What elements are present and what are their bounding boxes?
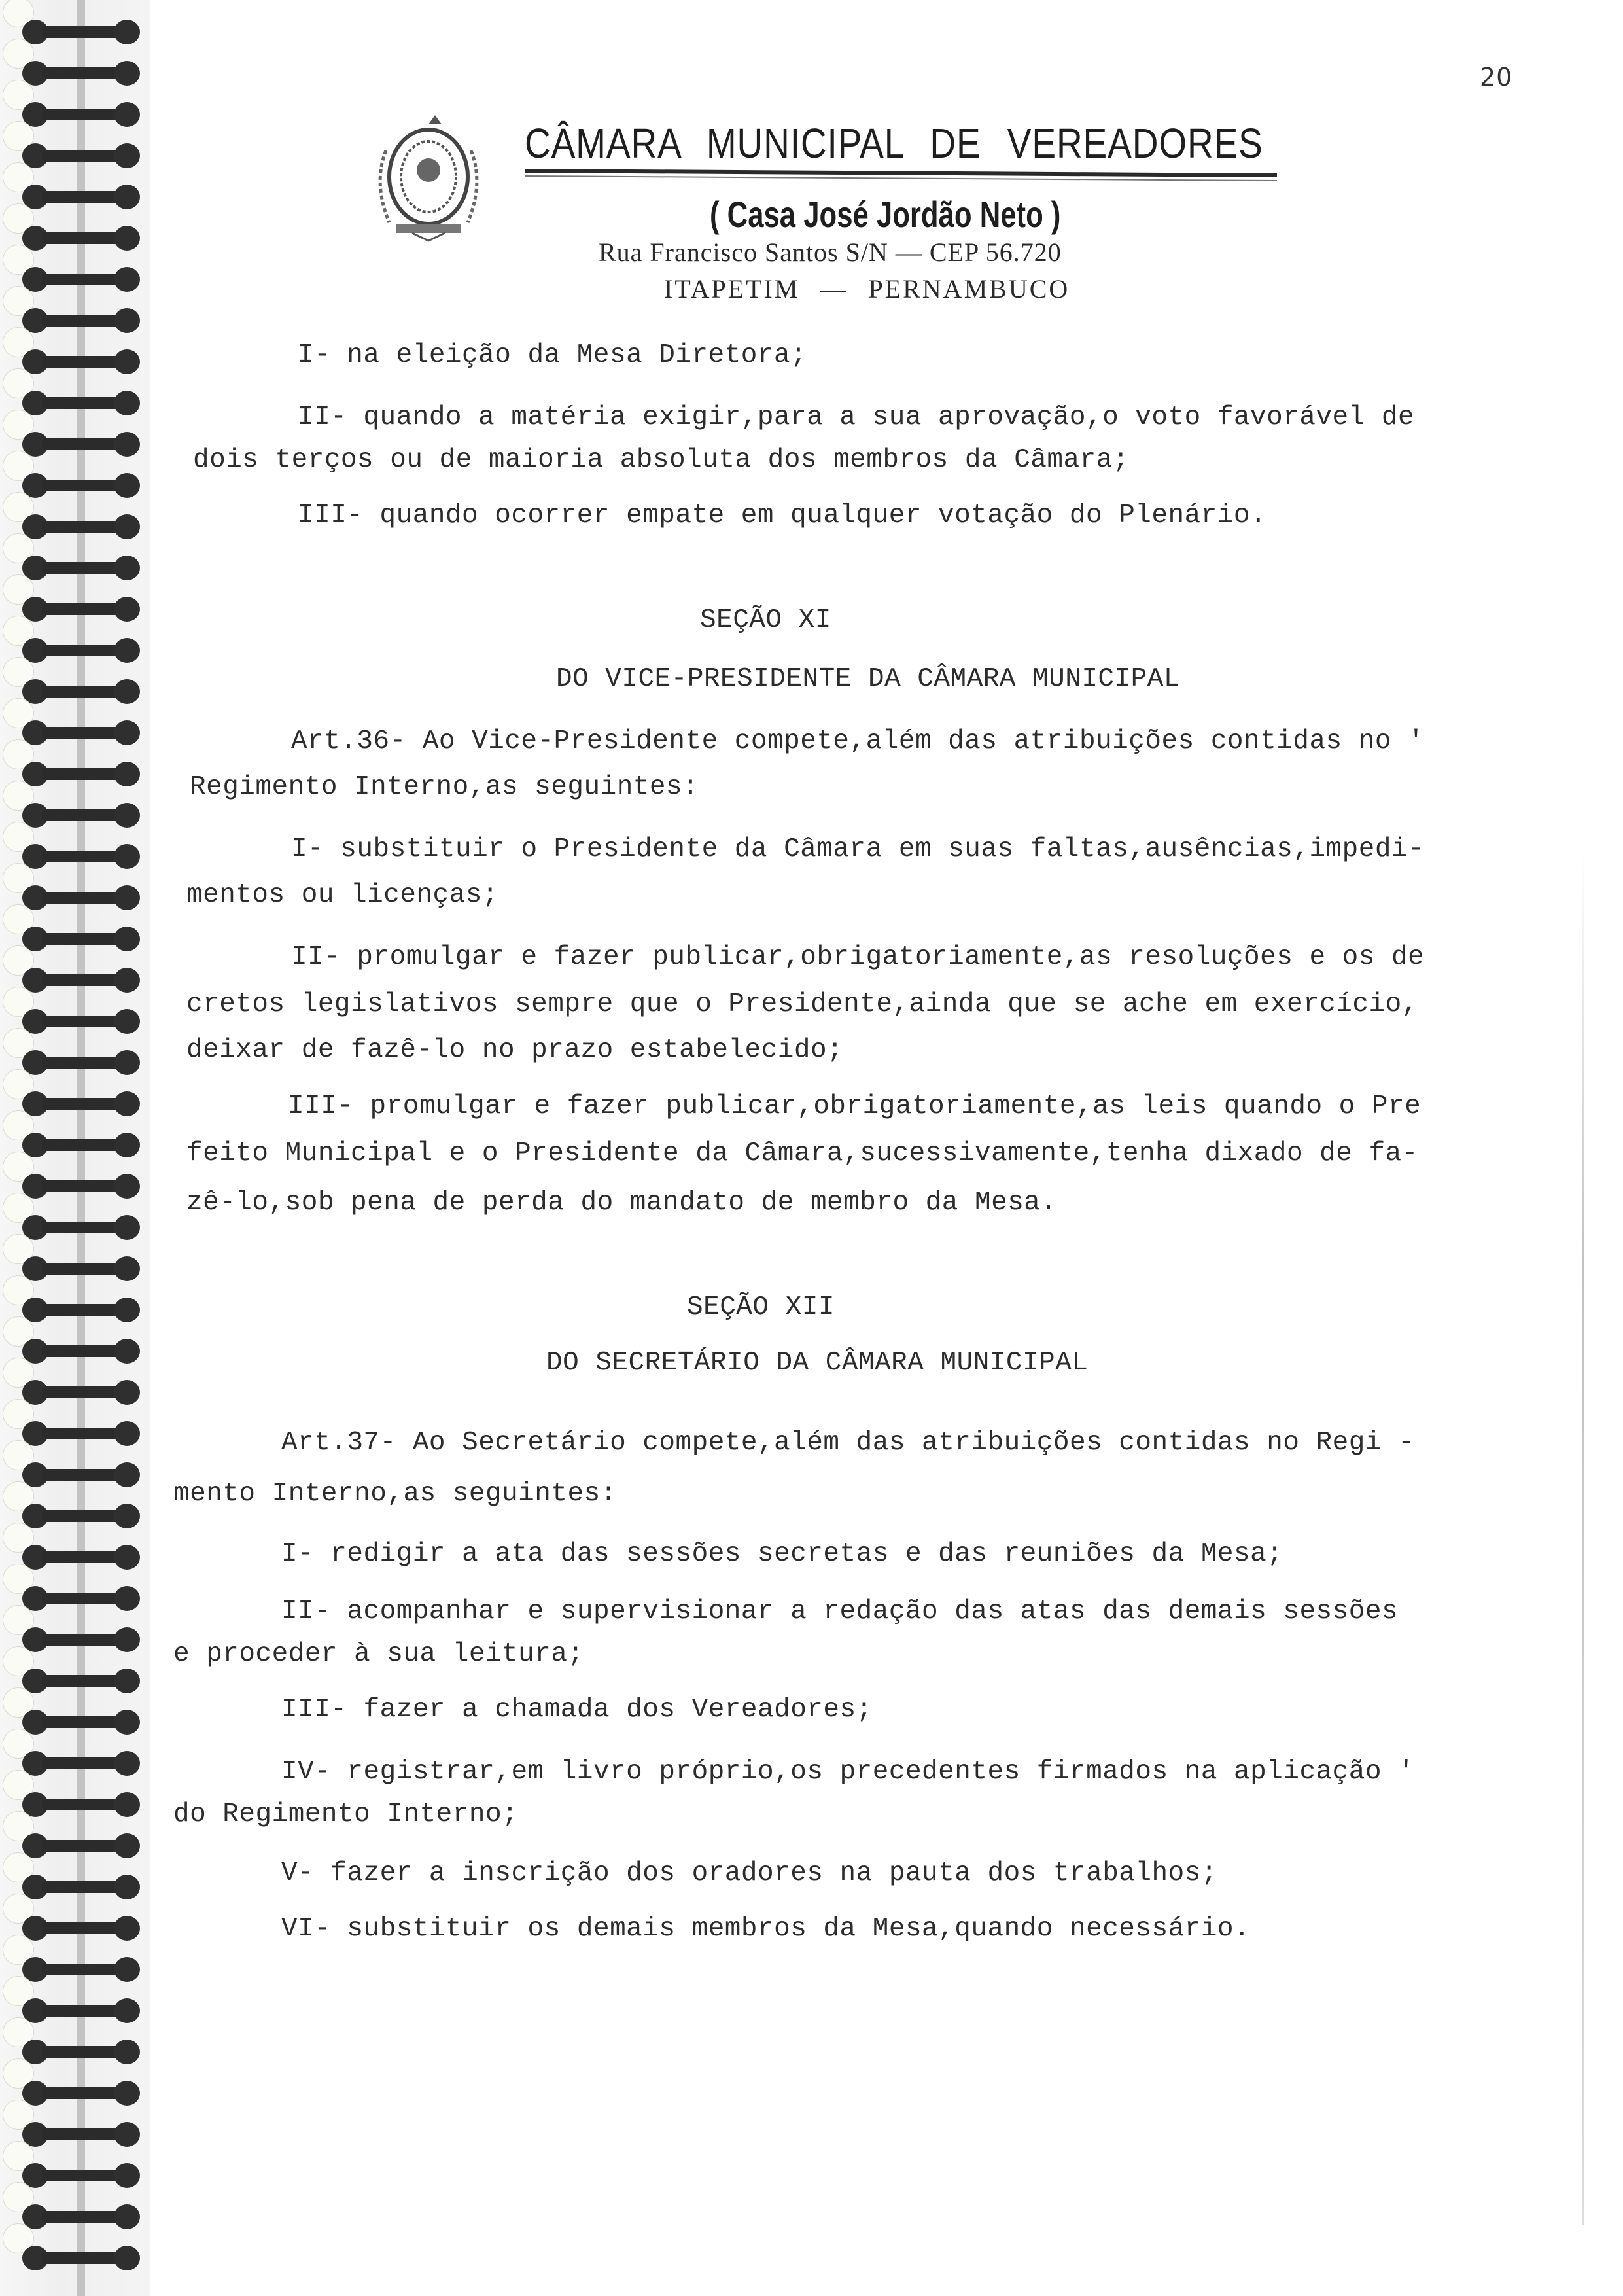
binding-coil <box>22 1875 140 1898</box>
binding-coil <box>22 2040 140 2063</box>
binding-coil <box>22 61 140 84</box>
binding-coil <box>22 1091 140 1115</box>
binding-coil <box>22 1833 140 1857</box>
binding-coil <box>22 473 140 497</box>
art36-item-3-line-1: III- promulgar e fazer publicar,obrigatoriamente,as leis quando o Pre <box>288 1091 1422 1122</box>
binding-coil <box>22 1916 140 1939</box>
binding-coil <box>22 1256 140 1280</box>
binding-coil <box>22 1215 140 1239</box>
binding-coil <box>22 2163 140 2187</box>
binding-coil <box>22 1174 140 1197</box>
binding-coil <box>22 349 140 373</box>
page-number: 20 <box>1480 63 1513 92</box>
binding-coil <box>22 2122 140 2146</box>
binding-coil <box>22 391 140 414</box>
art37-item-6: VI- substituir os demais membros da Mesa,quando necessário. <box>281 1914 1251 1944</box>
binding-coil <box>22 1751 140 1775</box>
binding-coil <box>22 1380 140 1404</box>
section-xii-heading: SEÇÃO XII <box>687 1292 835 1322</box>
intro-item-2: II- quando a matéria exigir,para a sua aprovação,o voto favorável de <box>298 402 1415 433</box>
binding-coil <box>22 1998 140 2022</box>
binding-coil <box>22 1627 140 1651</box>
binding-coil <box>22 432 140 455</box>
art36-item-1-line-1: I- substituir o Presidente da Câmara em suas faltas,ausências,impedi- <box>291 834 1425 864</box>
art37-item-3: III- fazer a chamada dos Vereadores; <box>281 1695 873 1725</box>
art37-item-5: V- fazer a inscrição dos oradores na pauta dos trabalhos; <box>281 1858 1217 1888</box>
binding-coil <box>22 102 140 126</box>
art37-item-4-line-2: do Regimento Interno; <box>173 1799 519 1829</box>
binding-coil <box>22 308 140 332</box>
letterhead-title: CÂMARA MUNICIPAL DE VEREADORES <box>525 120 1263 167</box>
binding-coil <box>22 1339 140 1362</box>
coat-of-arms-icon <box>366 111 491 242</box>
binding-coil <box>22 720 140 744</box>
binding-coil <box>22 803 140 826</box>
binding-coil <box>22 1421 140 1445</box>
article-36-line-2: Regimento Interno,as seguintes: <box>190 772 699 802</box>
letterhead <box>353 92 1295 304</box>
binding-coil <box>22 1462 140 1486</box>
letterhead-city: ITAPETIM — PERNAMBUCO <box>664 274 1070 304</box>
art37-item-2-line-1: II- acompanhar e supervisionar a redação das atas das demais sessões <box>281 1597 1399 1627</box>
binding-coil <box>22 226 140 249</box>
binding-coil <box>22 143 140 167</box>
binding-coil <box>22 679 140 703</box>
article-37-line-2: mento Interno,as seguintes: <box>173 1479 617 1509</box>
intro-item-1: I- na eleição da Mesa Diretora; <box>298 340 807 370</box>
binding-coil <box>22 1957 140 1981</box>
binding-coil <box>22 1792 140 1816</box>
art36-item-1-line-2: mentos ou licenças; <box>186 880 498 910</box>
letterhead-subtitle: ( Casa José Jordão Neto ) <box>710 194 1061 235</box>
binding-coil <box>22 2246 140 2269</box>
intro-item-3: III- quando ocorrer empate em qualquer votação do Plenário. <box>298 501 1267 531</box>
art36-item-2-line-1: II- promulgar e fazer publicar,obrigatoriamente,as resoluções e os de <box>291 942 1425 972</box>
binding-coil <box>22 1710 140 1733</box>
binding-coil <box>22 2204 140 2228</box>
binding-coil <box>22 267 140 291</box>
binding-coil <box>22 1009 140 1033</box>
art37-item-1: I- redigir a ata das sessões secretas e das reuniões da Mesa; <box>281 1539 1283 1569</box>
section-xi-heading: SEÇÃO XI <box>700 605 831 635</box>
binding-coil <box>22 844 140 868</box>
binding-coil <box>22 885 140 909</box>
binding-coil <box>22 968 140 991</box>
binding-coil <box>22 1298 140 1321</box>
art36-item-3-line-2: feito Municipal e o Presidente da Câmara,sucessivamente,tenha dixado de fa- <box>186 1139 1418 1169</box>
spiral-binding <box>0 0 150 2296</box>
binding-coil <box>22 20 140 43</box>
art37-item-2-line-2: e proceder à sua leitura; <box>173 1639 584 1669</box>
art36-item-2-line-2: cretos legislativos sempre que o Presidente,ainda que se ache em exercício, <box>186 989 1418 1019</box>
binding-coil <box>22 1504 140 1527</box>
section-xii-title: DO SECRETÁRIO DA CÂMARA MUNICIPAL <box>546 1348 1089 1378</box>
binding-coil <box>22 1133 140 1156</box>
binding-coil <box>22 597 140 620</box>
art36-item-2-line-3: deixar de fazê-lo no prazo estabelecido; <box>186 1035 844 1065</box>
binding-coil <box>22 514 140 538</box>
art37-item-4-line-1: IV- registrar,em livro próprio,os precedentes firmados na aplicação ' <box>281 1757 1415 1787</box>
binding-coil <box>22 762 140 785</box>
intro-item-2-continuation: dois terços ou de maioria absoluta dos membros da Câmara; <box>193 445 1129 475</box>
binding-coil <box>22 1545 140 1568</box>
page-edge-shadow <box>1582 851 1584 2225</box>
binding-coil <box>22 1050 140 1074</box>
binding-coil <box>22 1669 140 1692</box>
section-xi-title: DO VICE-PRESIDENTE DA CÂMARA MUNICIPAL <box>556 664 1180 694</box>
article-37-line-1: Art.37- Ao Secretário compete,além das atribuições contidas no Regi - <box>281 1428 1415 1458</box>
article-36-line-1: Art.36- Ao Vice-Presidente compete,além das atribuições contidas no ' <box>291 726 1425 756</box>
letterhead-address: Rua Francisco Santos S/N — CEP 56.720 <box>599 238 1062 267</box>
binding-coil <box>22 2081 140 2104</box>
binding-coil <box>22 556 140 579</box>
binding-coil <box>22 185 140 208</box>
binding-coil <box>22 638 140 662</box>
binding-coil <box>22 927 140 950</box>
art36-item-3-line-3: zê-lo,sob pena de perda do mandato de membro da Mesa. <box>186 1188 1057 1218</box>
binding-coil <box>22 1586 140 1610</box>
